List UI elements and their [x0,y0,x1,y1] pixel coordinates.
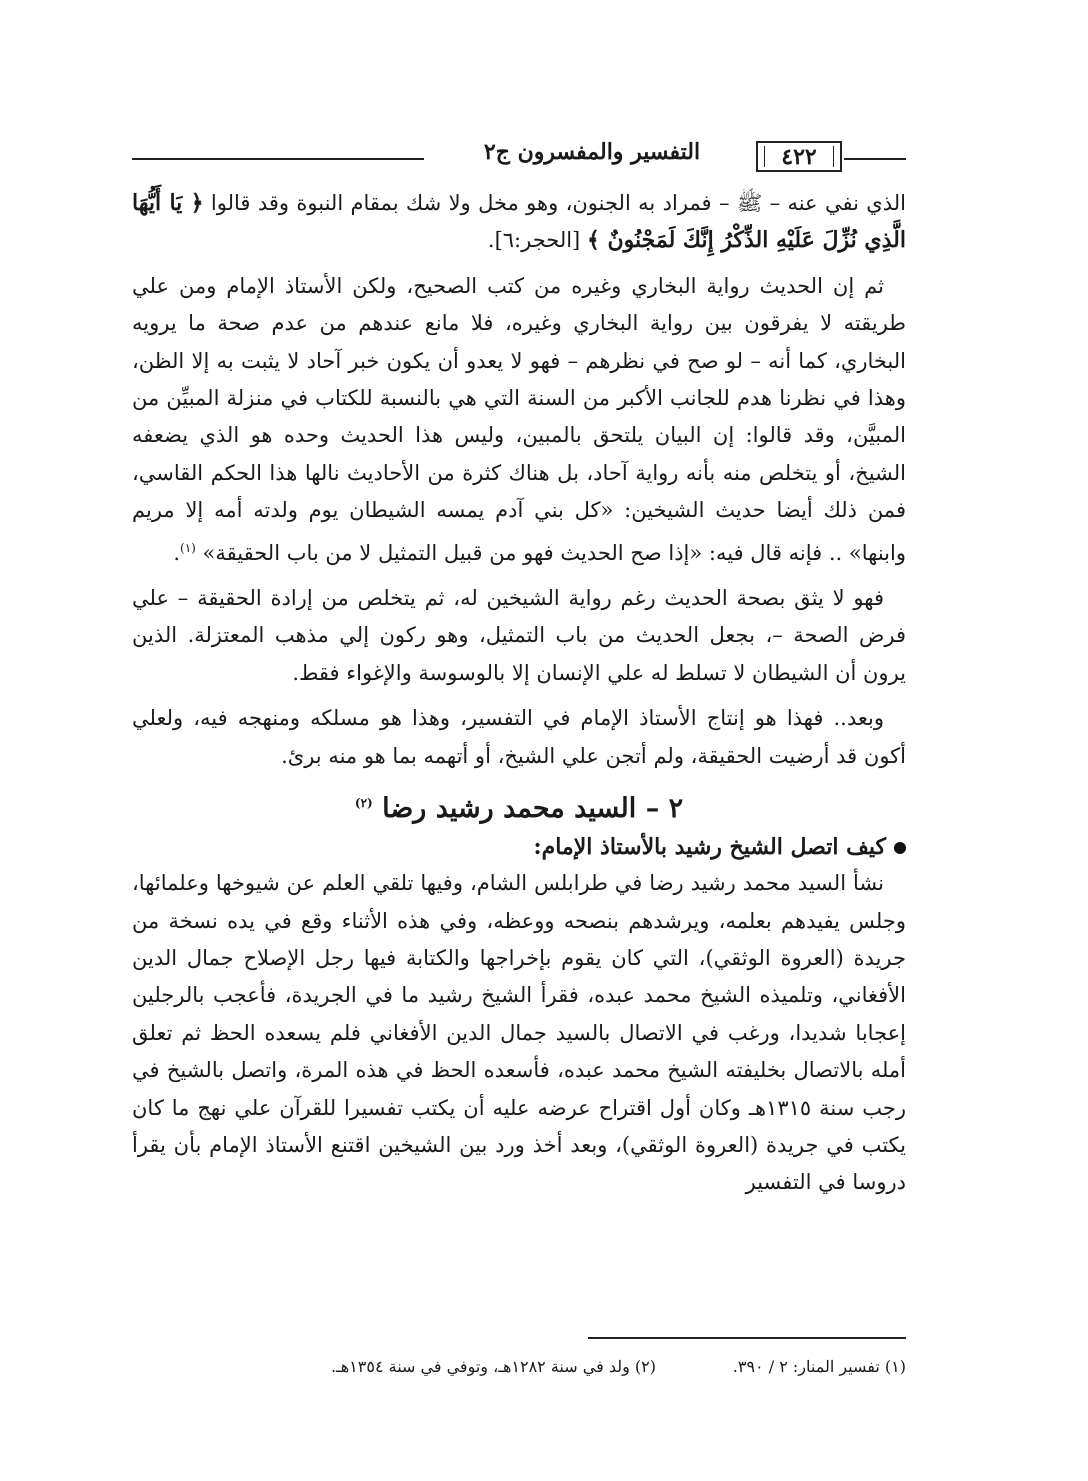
footnote-marker-1: (١) [180,540,196,555]
footnotes [226,1357,906,1397]
paragraph-2: ثم إن الحديث رواية البخاري وغيره من كتب الصحيح، ولكن الأستاذ الإمام ومن علي طريقته لا يفرقون بين رواية البخاري وغيره، فلا مانع عندهم من عدم صحة ما يرويه البخاري، كما أنه – لو صح في نظرهم – فهو لا يعدو أن يكون خبر آحاد لا يثبت به إلا الظن، وهذا في نظرنا هدم للجانب الأكبر من السنة التي هي بالنسبة للكتاب في منزلة المبيِّن من المبيَّن، وقد قالوا: إن البيان يلتحق بالمبين، وليس هذا الحديث وحده هو الذي يضعفه الشيخ، أو يتخلص منه بأنه رواية آحاد، بل هناك كثرة من الأحاديث نالها هذا الحكم القاسي، فمن ذلك أيضا حديث الشيخين: «كل بني آدم يمسه الشيطان يوم ولدته أمه إلا مريم وابنها» .. فإنه قال فيه: «إذا صح الحديث فهو من قبيل التمثيل لا من باب الحقيقة» $^{(١)}$. [132,273,906,565]
bullet-icon [894,842,906,854]
header-rule-left [132,158,424,160]
page-header [132,137,906,177]
running-title: التفسير والمفسرون ج٢ [483,139,701,165]
paragraph-4: وبعد.. فهذا هو إنتاج الأستاذ الإمام في التفسير، وهذا هو مسلكه ومنهجه فيه، ولعلي أكون قد أرضيت الحقيقة، ولم أتجن علي الشيخ، أو أتهمه بما هو منه برئ. [132,706,906,768]
footnote-rule [588,1337,906,1339]
footnote-1: (١) تفسير المنار: ٢ / ٣٩٠. [732,1357,906,1376]
paragraph-1 [132,185,906,260]
paragraph-2-text: ثم إن الحديث رواية البخاري وغيره من كتب الصحيح، ولكن الأستاذ الإمام ومن علي طريقته لا يفرقون بين رواية البخاري وغيره، فلا مانع عندهم من عدم صحة ما يرويه البخاري، كما أنه – لو صح في نظرهم – فهو لا يعدو أن يكون خبر آحاد لا يثبت به إلا الظن، وهذا في نظرنا هدم للجانب الأكبر من السنة التي هي بالنسبة للكتاب في منزلة المبيِّن من المبيَّن، وقد قالوا: إن البيان يلتحق بالمبين، وليس هذا الحديث وحده هو الذي يضعفه الشيخ، أو يتخلص منه بأنه رواية آحاد، بل هناك كثرة من الأحاديث نالها هذا الحكم القاسي، فمن ذلك أيضا حديث الشيخين: «كل بني آدم يمسه الشيطان يوم ولدته أمه إلا مريم وابنها» .. فإنه قال فيه: «إذا صح الحديث فهو من قبيل التمثيل لا من باب الحقيقة» [132,273,906,565]
subsection-title [132,829,906,865]
section-title-text: ٢ – السيد محمد رشيد رضا [382,793,684,825]
page-number: ٤٢٢ [756,141,842,172]
footnote-marker-2: (٢) [354,796,373,811]
section-title [132,783,906,829]
paragraph-3: فهو لا يثق بصحة الحديث رغم رواية الشيخين له، ثم يتخلص من إرادة الحقيقة – علي فرض الصحة –، بجعل الحديث من باب التمثيل، وهو ركون إلي مذهب المعتزلة. الذين يرون أن الشيطان لا تسلط له علي الإنسان إلا بالوسوسة والإغواء فقط. [132,586,906,685]
paragraph-1-text: الذي نفي عنه – ﷺ – فمراد به الجنون، وهو مخل ولا شك بمقام النبوة وقد قالوا [210,191,906,215]
verse-reference: [الحجر:٦]. [487,228,581,253]
paragraph-5: نشأ السيد محمد رشيد رضا في طرابلس الشام، وفيها تلقي العلم عن شيوخها وعلمائها، وجلس يفيدهم بعلمه، ويرشدهم بنصحه ووعظه، وفي هذه الأثناء وقع في يده نسخة من جريدة (العروة الوثقي)، التي كان يقوم بإخراجها والكتابة فيها رجل الإصلاح جمال الدين الأفغاني، وتلميذه الشيخ محمد عبده، فقرأ الشيخ رشيد ما في الجريدة، فأعجب بالرجلين إعجابا شديدا، ورغب في الاتصال بالسيد جمال الدين الأفغاني فلم يسعده الحظ ثم تعلق أمله بالاتصال بخليفته الشيخ محمد عبده، فأسعده الحظ في هذه المرة، واتصل بالشيخ في رجب سنة ١٣١٥هـ وكان أول اقتراح عرضه عليه أن يكتب تفسيرا للقرآن علي نهج ما كان يكتب في جريدة (العروة الوثقي)، وبعد أخذ ورد بين الشيخين اقتنع الأستاذ الإمام بأن يقرأ دروسا في التفسير [132,871,907,1195]
subsection-title-text: كيف اتصل الشيخ رشيد بالأستاذ الإمام: [533,834,886,861]
footnote-2: (٢) ولد في سنة ١٢٨٢هـ، وتوفي في سنة ١٣٥٤هـ. [330,1357,656,1376]
quran-verse: ﴿ يَا أَيُّهَا الَّذِي نُزِّلَ عَلَيْهِ الذِّكْرُ إِنَّكَ لَمَجْنُونٌ ﴾ [132,190,906,254]
header-rule-right [844,158,906,160]
page-body [132,185,906,1202]
